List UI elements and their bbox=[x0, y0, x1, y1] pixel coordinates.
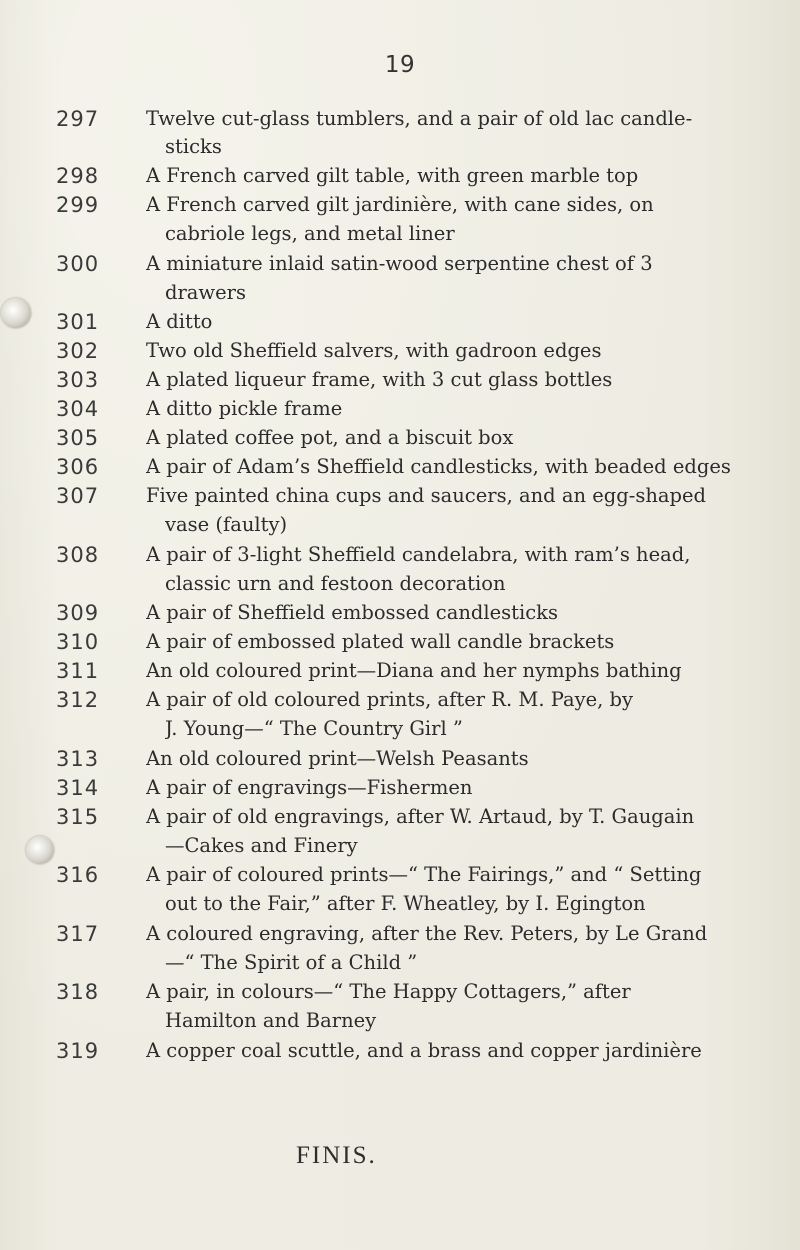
lot-number: 297 bbox=[56, 107, 100, 131]
lot-number: 304 bbox=[56, 397, 100, 421]
lot-description: A ditto bbox=[146, 310, 213, 333]
lot-description: A French carved gilt table, with green marble top bbox=[146, 164, 639, 187]
page-number: 19 bbox=[384, 52, 416, 78]
lot-number: 314 bbox=[56, 776, 100, 800]
lot-description: A ditto pickle frame bbox=[146, 397, 343, 420]
lot-description: A miniature inlaid satin-wood serpentine chest of 3 bbox=[146, 252, 653, 275]
lot-description: A plated coffee pot, and a biscuit box bbox=[146, 426, 514, 449]
lot-description-continued: cabriole legs, and metal liner bbox=[165, 222, 455, 245]
lot-description: A pair of coloured prints—“ The Fairings,” and “ Setting bbox=[146, 863, 702, 886]
lot-number: 316 bbox=[56, 863, 100, 887]
lot-description: A pair of old engravings, after W. Artaud, by T. Gaugain bbox=[146, 805, 695, 828]
lot-number: 309 bbox=[56, 601, 100, 625]
lot-number: 318 bbox=[56, 980, 100, 1004]
lot-description: A pair of embossed plated wall candle brackets bbox=[146, 630, 615, 653]
lot-description-continued: J. Young—“ The Country Girl ” bbox=[165, 717, 463, 740]
lot-number: 302 bbox=[56, 339, 100, 363]
lot-description: A copper coal scuttle, and a brass and copper jardinière bbox=[146, 1039, 702, 1062]
closing-finis: FINIS. bbox=[296, 1142, 377, 1169]
lot-description-continued: sticks bbox=[165, 135, 222, 158]
lot-description: A coloured engraving, after the Rev. Peters, by Le Grand bbox=[146, 922, 708, 945]
lot-description: Two old Sheffield salvers, with gadroon edges bbox=[146, 339, 602, 362]
binding-hole bbox=[1, 298, 31, 328]
lot-number: 306 bbox=[56, 455, 100, 479]
lot-description: Five painted china cups and saucers, and an egg-shaped bbox=[146, 484, 707, 507]
lot-number: 317 bbox=[56, 922, 100, 946]
lot-number: 308 bbox=[56, 543, 100, 567]
lot-description: A pair of engravings—Fishermen bbox=[146, 776, 473, 799]
lot-description: An old coloured print—Diana and her nymphs bathing bbox=[146, 659, 682, 682]
lot-description: A pair of 3-light Sheffield candelabra, with ram’s head, bbox=[146, 543, 691, 566]
lot-number: 303 bbox=[56, 368, 100, 392]
lot-number: 310 bbox=[56, 630, 100, 654]
lot-number: 313 bbox=[56, 747, 100, 771]
lot-number: 301 bbox=[56, 310, 100, 334]
lot-number: 311 bbox=[56, 659, 100, 683]
lot-number: 305 bbox=[56, 426, 100, 450]
lot-description-continued: —Cakes and Finery bbox=[165, 834, 358, 857]
lot-description: A pair of old coloured prints, after R. M. Paye, by bbox=[146, 688, 634, 711]
lot-number: 298 bbox=[56, 164, 100, 188]
lot-description-continued: Hamilton and Barney bbox=[165, 1009, 377, 1032]
lot-description-continued: classic urn and festoon decoration bbox=[165, 572, 506, 595]
lot-number: 312 bbox=[56, 688, 100, 712]
lot-description: An old coloured print—Welsh Peasants bbox=[146, 747, 529, 770]
lot-description: A pair of Sheffield embossed candlesticks bbox=[146, 601, 558, 624]
lot-description-continued: out to the Fair,” after F. Wheatley, by I. Egington bbox=[165, 892, 646, 915]
lot-description-continued: drawers bbox=[165, 281, 246, 304]
lot-description: A pair, in colours—“ The Happy Cottagers,” after bbox=[146, 980, 631, 1003]
lot-description: A French carved gilt jardinière, with cane sides, on bbox=[146, 193, 654, 216]
lot-number: 300 bbox=[56, 252, 100, 276]
lot-description: Twelve cut-glass tumblers, and a pair of old lac candle- bbox=[146, 107, 693, 130]
lot-number: 315 bbox=[56, 805, 100, 829]
lot-number: 319 bbox=[56, 1039, 100, 1063]
lot-description: A plated liqueur frame, with 3 cut glass bottles bbox=[146, 368, 613, 391]
lot-number: 307 bbox=[56, 484, 100, 508]
lot-description-continued: —“ The Spirit of a Child ” bbox=[165, 951, 418, 974]
lot-number: 299 bbox=[56, 193, 100, 217]
lot-description: A pair of Adam’s Sheffield candlesticks, with beaded edges bbox=[146, 455, 731, 478]
binding-hole bbox=[26, 836, 54, 864]
lot-description-continued: vase (faulty) bbox=[165, 513, 288, 536]
